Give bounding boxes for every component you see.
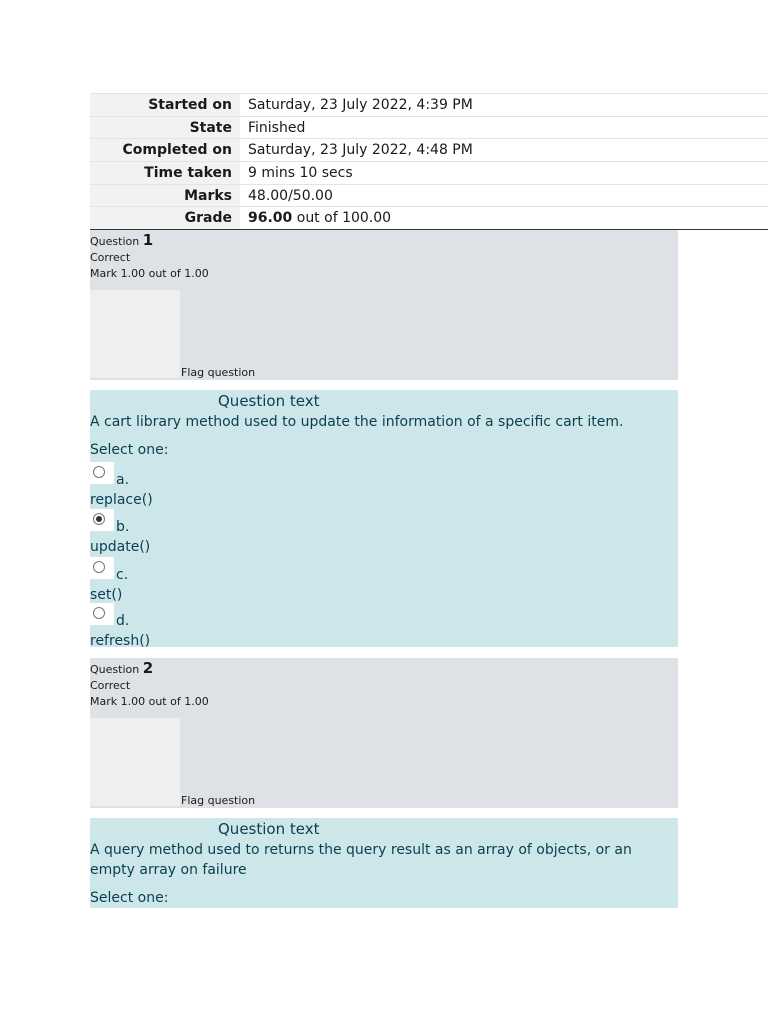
question-number <box>90 660 290 678</box>
summary-label: Started on <box>90 94 240 117</box>
summary-label: Marks <box>90 184 240 207</box>
summary-value: Saturday, 23 July 2022, 4:48 PM <box>240 139 768 162</box>
flag-box <box>90 718 180 806</box>
radio-c[interactable] <box>93 561 105 573</box>
question-status: Correct <box>90 679 131 692</box>
question-prefix: Question <box>90 663 140 676</box>
radio-b-selected[interactable] <box>93 513 105 525</box>
question-1-info <box>90 230 678 380</box>
select-one-label: Select one: <box>90 890 169 906</box>
question-text: A cart library method used to update the information of a specific cart item. <box>90 414 624 430</box>
radio-d[interactable] <box>93 607 105 619</box>
option-answer: replace() <box>90 492 153 508</box>
attempt-summary-table <box>90 93 768 230</box>
summary-row-state <box>90 116 768 139</box>
question-text: A query method used to returns the query result as an array of objects, or an empty array on failure <box>90 842 632 878</box>
grade-out-of: out of 100.00 <box>292 210 392 227</box>
summary-value: Saturday, 23 July 2022, 4:39 PM <box>240 94 768 117</box>
summary-label: Time taken <box>90 162 240 185</box>
question-number-value: 2 <box>142 659 154 677</box>
summary-label: Completed on <box>90 139 240 162</box>
summary-row-started <box>90 94 768 117</box>
option-letter: c. <box>116 567 129 583</box>
question-number <box>90 232 290 250</box>
question-text-heading: Question text <box>218 392 320 410</box>
flag-question-link[interactable]: Flag question <box>181 794 256 807</box>
grade-score: 96.00 <box>248 210 293 227</box>
option-letter: d. <box>116 613 130 629</box>
summary-row-marks <box>90 184 768 207</box>
summary-row-time <box>90 162 768 185</box>
summary-label: Grade <box>90 207 240 230</box>
option-d[interactable] <box>90 607 390 653</box>
option-letter: a. <box>116 472 130 488</box>
option-c[interactable] <box>90 561 390 607</box>
flag-box <box>90 290 180 378</box>
summary-value <box>240 207 768 230</box>
summary-value: Finished <box>240 116 768 139</box>
option-answer: set() <box>90 587 123 603</box>
option-answer: refresh() <box>90 633 151 649</box>
question-1-content <box>90 390 678 647</box>
question-number-value: 1 <box>142 231 154 249</box>
radio-a[interactable] <box>93 466 105 478</box>
summary-label: State <box>90 116 240 139</box>
question-2-content <box>90 818 678 908</box>
option-a[interactable] <box>90 466 390 512</box>
summary-row-grade <box>90 207 768 230</box>
question-status: Correct <box>90 251 131 264</box>
question-text-heading: Question text <box>218 820 320 838</box>
summary-value: 9 mins 10 secs <box>240 162 768 185</box>
question-mark: Mark 1.00 out of 1.00 <box>90 267 209 280</box>
option-b[interactable] <box>90 513 390 559</box>
option-answer: update() <box>90 539 151 555</box>
flag-question-link[interactable]: Flag question <box>181 366 256 379</box>
question-2-info <box>90 658 678 808</box>
question-prefix: Question <box>90 235 140 248</box>
summary-value: 48.00/50.00 <box>240 184 768 207</box>
question-mark: Mark 1.00 out of 1.00 <box>90 695 209 708</box>
select-one-label: Select one: <box>90 442 169 458</box>
summary-row-completed <box>90 139 768 162</box>
option-letter: b. <box>116 519 130 535</box>
